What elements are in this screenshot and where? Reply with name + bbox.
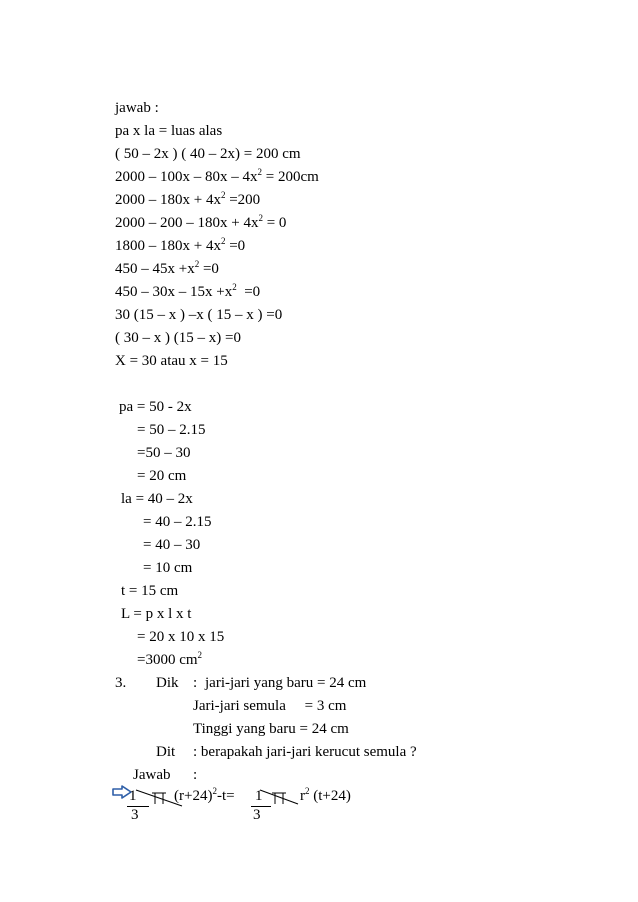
math-line <box>115 260 219 279</box>
math-line: = 20 x 10 x 15 <box>137 629 225 645</box>
math-text: (t+24) <box>309 788 351 804</box>
exponent: 2 <box>220 190 226 200</box>
exponent: 2 <box>194 259 200 269</box>
exponent: 2 <box>305 786 310 796</box>
math-line: = 40 – 2.15 <box>143 514 212 530</box>
math-text: 2000 – 200 – 180x + 4x <box>115 215 259 231</box>
math-text: =3000 cm <box>137 652 198 668</box>
given-colon: : <box>193 675 198 691</box>
strike-mark-icon <box>258 788 300 810</box>
math-line <box>300 787 351 806</box>
math-text: 1800 – 180x + 4x <box>115 238 221 254</box>
math-text: =200 <box>225 192 261 208</box>
answer-colon: : <box>193 767 198 783</box>
exponent: 2 <box>257 167 262 177</box>
math-line: = 10 cm <box>143 560 193 576</box>
exponent: 2 <box>220 236 226 246</box>
given-item: Tinggi yang baru = 24 cm <box>193 721 349 737</box>
math-line <box>115 168 319 187</box>
math-line <box>137 651 202 670</box>
math-line: 30 (15 – x ) –x ( 15 – x ) =0 <box>115 307 283 323</box>
answer-heading: jawab : <box>115 100 159 116</box>
math-text: = 200cm <box>262 169 319 185</box>
given-item: Jari-jari semula = 3 cm <box>193 698 347 714</box>
math-line: X = 30 atau x = 15 <box>115 353 228 369</box>
math-text: 450 – 45x +x <box>115 261 195 277</box>
given-item: jari-jari yang baru = 24 cm <box>205 675 367 691</box>
exponent: 2 <box>197 650 203 660</box>
math-line: L = p x l x t <box>121 606 192 622</box>
math-line <box>115 283 260 302</box>
fraction-numerator: 1 <box>129 788 137 804</box>
math-line <box>115 191 260 210</box>
math-line <box>115 214 286 233</box>
fraction-denominator: 3 <box>131 807 139 823</box>
math-text: 450 – 30x – 15x +x <box>115 284 233 300</box>
math-line: = 50 – 2.15 <box>137 422 206 438</box>
problem-number: 3. <box>115 675 127 691</box>
math-text: = 0 <box>262 215 287 231</box>
math-text: (r+24) <box>174 788 213 804</box>
math-text: =0 <box>236 284 261 300</box>
fraction-numerator: 1 <box>255 788 263 804</box>
math-text: =0 <box>225 238 246 254</box>
math-text: r <box>300 788 305 804</box>
math-line: pa x la = luas alas <box>115 123 223 139</box>
math-line: ( 50 – 2x ) ( 40 – 2x) = 200 cm <box>115 146 301 162</box>
asked-text: : berapakah jari-jari kerucut semula ? <box>193 744 417 760</box>
math-line: =50 – 30 <box>137 445 191 461</box>
math-text: 2000 – 180x + 4x <box>115 192 221 208</box>
math-line: = 40 – 30 <box>143 537 201 553</box>
math-line: t = 15 cm <box>121 583 179 599</box>
fraction-denominator: 3 <box>253 807 261 823</box>
math-line: ( 30 – x ) (15 – x) =0 <box>115 330 241 346</box>
exponent: 2 <box>212 786 217 796</box>
math-text: -t= <box>216 788 235 804</box>
math-line: la = 40 – 2x <box>121 491 193 507</box>
exponent: 2 <box>258 213 263 223</box>
answer-label: Jawab <box>133 767 171 783</box>
given-label: Dik <box>156 675 179 691</box>
math-text: =0 <box>199 261 219 277</box>
math-line <box>174 787 235 806</box>
math-text: 2000 – 100x – 80x – 4x <box>115 169 258 185</box>
exponent: 2 <box>232 282 237 292</box>
math-line <box>115 237 245 256</box>
asked-label: Dit <box>156 744 176 760</box>
math-line: pa = 50 - 2x <box>119 399 192 415</box>
math-line: = 20 cm <box>137 468 187 484</box>
